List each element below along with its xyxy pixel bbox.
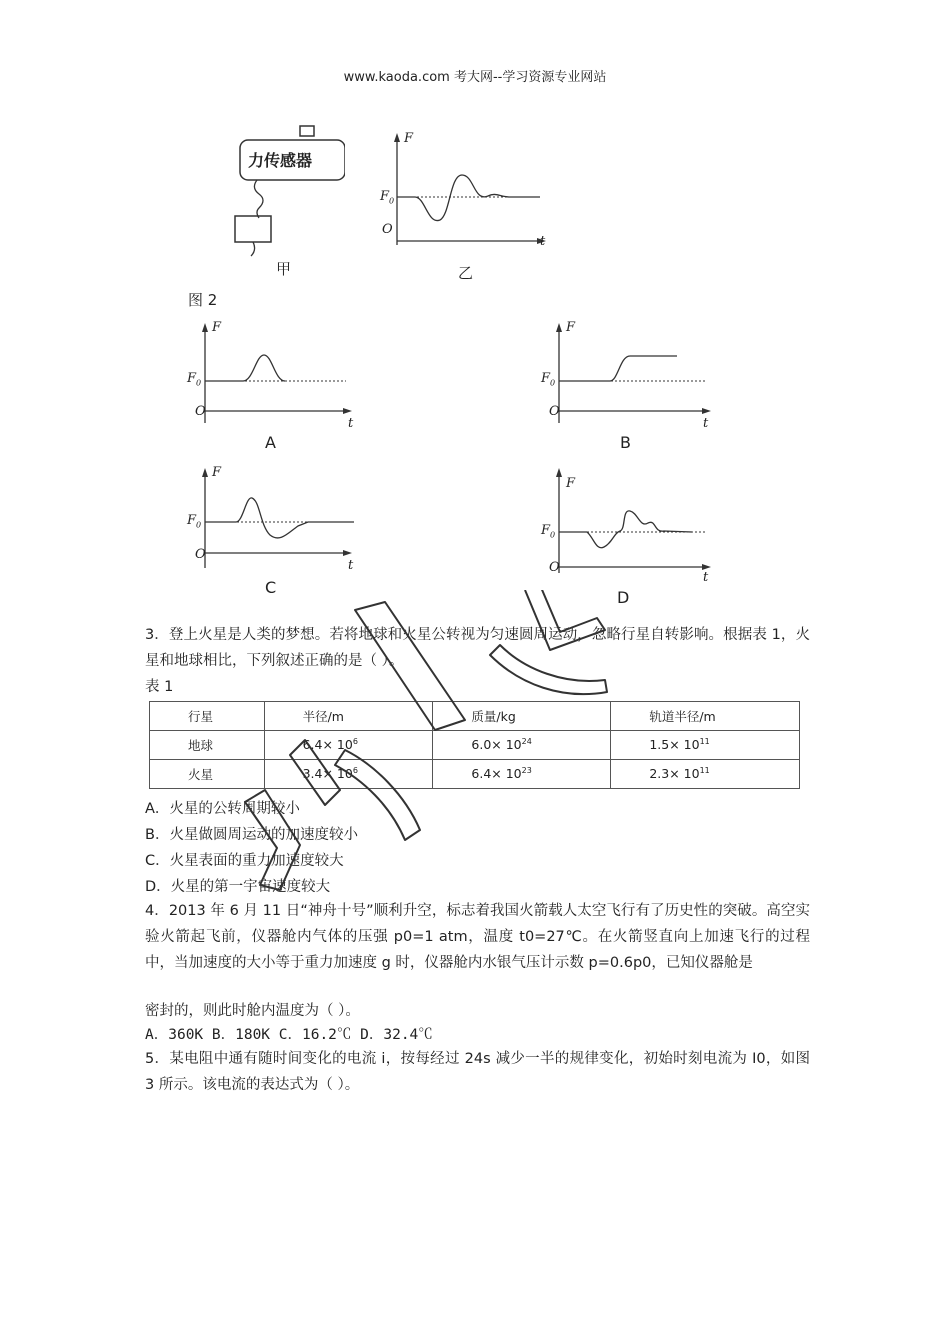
option-d-label: D xyxy=(617,588,630,607)
option-a-label: A xyxy=(265,433,276,452)
table-cell: $1.5\times 10^{11}$ xyxy=(611,731,800,760)
q4-choices: A．360K B．180K C．16.2℃ D．32.4℃ xyxy=(145,1027,433,1043)
option-d-axis-O: O xyxy=(549,560,560,575)
option-graph-b xyxy=(542,318,717,433)
axis-origin-label: O xyxy=(382,222,393,237)
axis-F0-sub: 0 xyxy=(389,196,395,206)
option-d-axis-F0: $F_0$ xyxy=(541,523,556,540)
option-b-axis-O: O xyxy=(549,404,560,419)
figure-caption: 图 2 xyxy=(188,291,218,309)
figure-jia-label: 甲 xyxy=(276,260,292,278)
axis-t-label: t xyxy=(540,234,546,249)
question-3-text: 3．登上火星是人类的梦想。若将地球和火星公转视为匀速圆周运动，忽略行星自转影响。根据表 1，火星和地球相比，下列叙述正确的是（ ）。 xyxy=(145,627,810,669)
option-c-axis-F0: $F_0$ xyxy=(187,513,202,530)
option-b-axis-t: t xyxy=(703,416,709,431)
option-a-axis-F: F xyxy=(212,320,222,335)
table-header: 半径/m xyxy=(264,702,433,731)
option-graph-a xyxy=(188,318,358,433)
sensor-apparatus-figure xyxy=(225,120,345,280)
q3-choice-a: A．火星的公转周期较小 xyxy=(145,801,300,817)
option-a-axis-F0: $F_0$ xyxy=(187,371,202,388)
graph-yi xyxy=(370,130,560,270)
watermark xyxy=(205,590,645,910)
table-cell: 地球 xyxy=(150,731,265,760)
figure-yi-label: 乙 xyxy=(458,264,474,282)
table-cell: $6.4\times 10^{23}$ xyxy=(433,760,611,789)
table-cell: $6.4\times 10^6$ xyxy=(264,731,433,760)
option-d-axis-t: t xyxy=(703,570,709,585)
option-c-axis-F: F xyxy=(212,465,222,480)
page-header: www.kaoda.com 考大网--学习资源专业网站 xyxy=(343,70,607,85)
option-b-axis-F: F xyxy=(566,320,576,335)
table-cell: $2.3\times 10^{11}$ xyxy=(611,760,800,789)
axis-F0-label xyxy=(380,189,394,206)
option-c-label: C xyxy=(265,578,277,597)
question-4-text-cont: 密封的，则此时舱内温度为（ ）。 xyxy=(145,1003,360,1019)
table-header: 轨道半径/m xyxy=(611,702,800,731)
q3-choice-d: D．火星的第一宇宙速度较大 xyxy=(145,879,331,895)
table-header: 质量/kg xyxy=(433,702,611,731)
table-header: 行星 xyxy=(150,702,265,731)
table-1-label: 表 1 xyxy=(145,679,174,695)
q3-choice-c: C．火星表面的重力加速度较大 xyxy=(145,853,344,869)
axis-F0-text: F xyxy=(380,189,390,204)
option-b-axis-F0: $F_0$ xyxy=(541,371,556,388)
table-cell: 火星 xyxy=(150,760,265,789)
question-5-text: 5．某电阻中通有随时间变化的电流 i，按每经过 24s 减少一半的规律变化，初始时刻电流为 I0，如图 3 所示。该电流的表达式为（ ）。 xyxy=(145,1051,810,1093)
table-cell: $6.0\times 10^{24}$ xyxy=(433,731,611,760)
option-a-axis-O: O xyxy=(195,404,206,419)
option-graph-c xyxy=(188,463,358,578)
option-c-axis-t: t xyxy=(348,558,354,573)
table-cell: $3.4\times 10^6$ xyxy=(264,760,433,789)
axis-F-label: F xyxy=(404,131,414,146)
force-sensor-label: 力传感器 xyxy=(248,151,313,170)
option-b-label: B xyxy=(620,433,631,452)
option-a-axis-t: t xyxy=(348,416,354,431)
q3-choice-b: B．火星做圆周运动的加速度较小 xyxy=(145,827,358,843)
option-c-axis-O: O xyxy=(195,547,206,562)
question-4-text: 4．2013 年 6 月 11 日“神舟十号”顺利升空，标志着我国火箭载人太空飞行有了历史性的突破。高空实验火箭起飞前，仪器舱内气体的压强 p0=1 atm，温度 t0=27℃。在火箭竖直向上加速飞行的过程中，当加速度的大小等于重力加速度 g 时，仪器舱内水银气压计示数 p=0.6p0，已知仪器舱是 xyxy=(145,903,810,971)
option-d-axis-F: F xyxy=(566,476,576,491)
